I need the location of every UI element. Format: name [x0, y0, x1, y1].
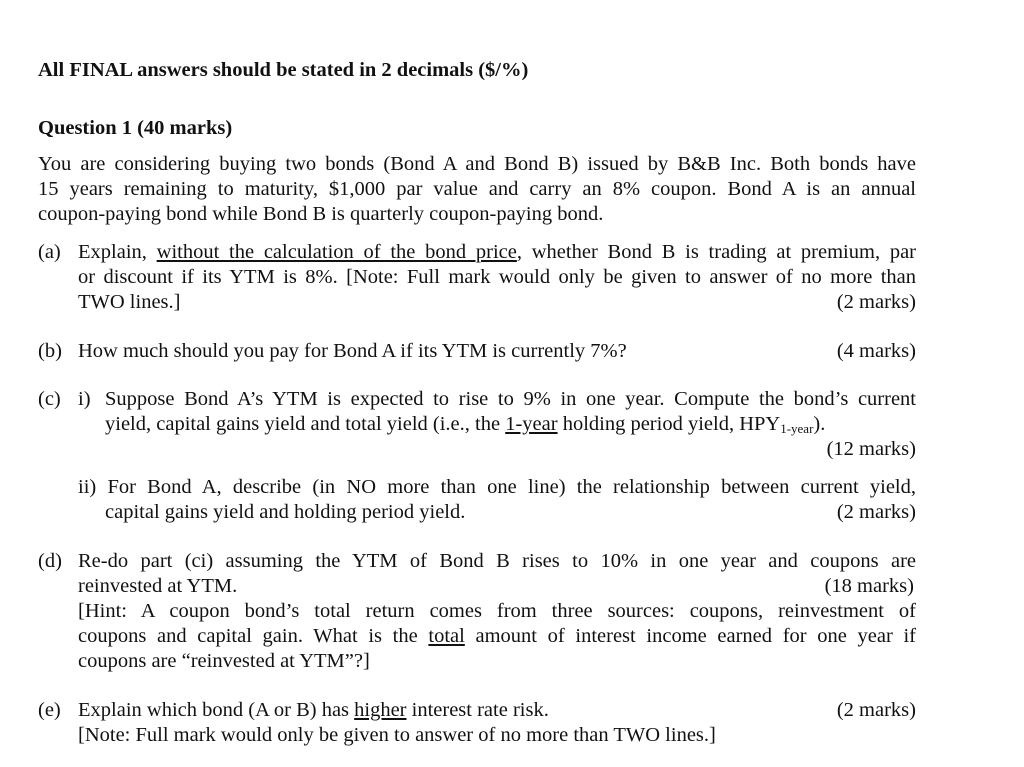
hpy-subscript: 1-year	[780, 421, 814, 436]
part-e-line-2: [Note: Full mark would only be given to answer of no more than TWO lines.]	[78, 724, 716, 746]
part-b-label: (b)	[38, 340, 62, 362]
part-a-marks: (2 marks)	[836, 291, 916, 313]
part-b-marks: (4 marks)	[836, 340, 916, 362]
instructions-heading: All FINAL answers should be stated in 2 decimals ($/%)	[38, 59, 529, 81]
part-c-i-line-1: Suppose Bond A’s YTM is expected to rise to 9% in one year. Compute the bond’s current	[105, 388, 916, 410]
part-d-line-2: reinvested at YTM.	[78, 575, 238, 597]
part-d-marks: (18 marks)	[824, 575, 914, 597]
part-d-hint-line-1: [Hint: A coupon bond’s total return comes from three sources: coupons, reinvestment of	[78, 600, 916, 622]
part-d-hint-line-3: coupons are “reinvested at YTM”?]	[78, 650, 370, 672]
part-e-underlined: higher	[354, 699, 407, 721]
question-title: Question 1 (40 marks)	[38, 117, 233, 139]
part-c-i-label: i)	[78, 388, 91, 410]
part-a-underlined: without the calculation of the bond price	[156, 241, 517, 263]
part-e-marks: (2 marks)	[836, 699, 916, 721]
intro-line-3: coupon-paying bond while Bond B is quarterly coupon-paying bond.	[38, 203, 604, 225]
part-d-label: (d)	[38, 550, 62, 572]
part-d-underlined: total	[428, 625, 465, 647]
part-e-label: (e)	[38, 699, 61, 721]
part-a-line-1: Explain, without the calculation of the bond price, whether Bond B is trading at premium, par	[78, 241, 916, 263]
part-c-label: (c)	[38, 388, 61, 410]
part-d-hint-line-2: coupons and capital gain. What is the total amount of interest income earned for one year if	[78, 625, 916, 647]
part-a-line-2: or discount if its YTM is 8%. [Note: Full mark would only be given to answer of no more than	[78, 266, 916, 288]
part-b-text: How much should you pay for Bond A if its YTM is currently 7%?	[78, 340, 627, 362]
intro-line-1: You are considering buying two bonds (Bond A and Bond B) issued by B&B Inc. Both bonds have	[38, 153, 916, 175]
part-c-underlined: 1-year	[505, 413, 558, 435]
intro-line-2: 15 years remaining to maturity, $1,000 par value and carry an 8% coupon. Bond A is an annual	[38, 178, 916, 200]
part-a-label: (a)	[38, 241, 61, 263]
part-c-ii-line-2: capital gains yield and holding period yield.	[105, 501, 466, 523]
part-a-line-3: TWO lines.]	[78, 291, 181, 313]
part-d-line-1: Re-do part (ci) assuming the YTM of Bond B rises to 10% in one year and coupons are	[78, 550, 916, 572]
part-c-ii-line-1: ii) For Bond A, describe (in NO more than one line) the relationship between current yield,	[78, 476, 916, 498]
part-c-i-line-2: yield, capital gains yield and total yield (i.e., the 1-year holding period yield, $HPY_{1-year}$).	[105, 413, 826, 436]
part-c-i-marks: (12 marks)	[826, 438, 916, 460]
part-c-ii-marks: (2 marks)	[836, 501, 916, 523]
part-e-line-1: Explain which bond (A or B) has higher interest rate risk.	[78, 699, 549, 721]
